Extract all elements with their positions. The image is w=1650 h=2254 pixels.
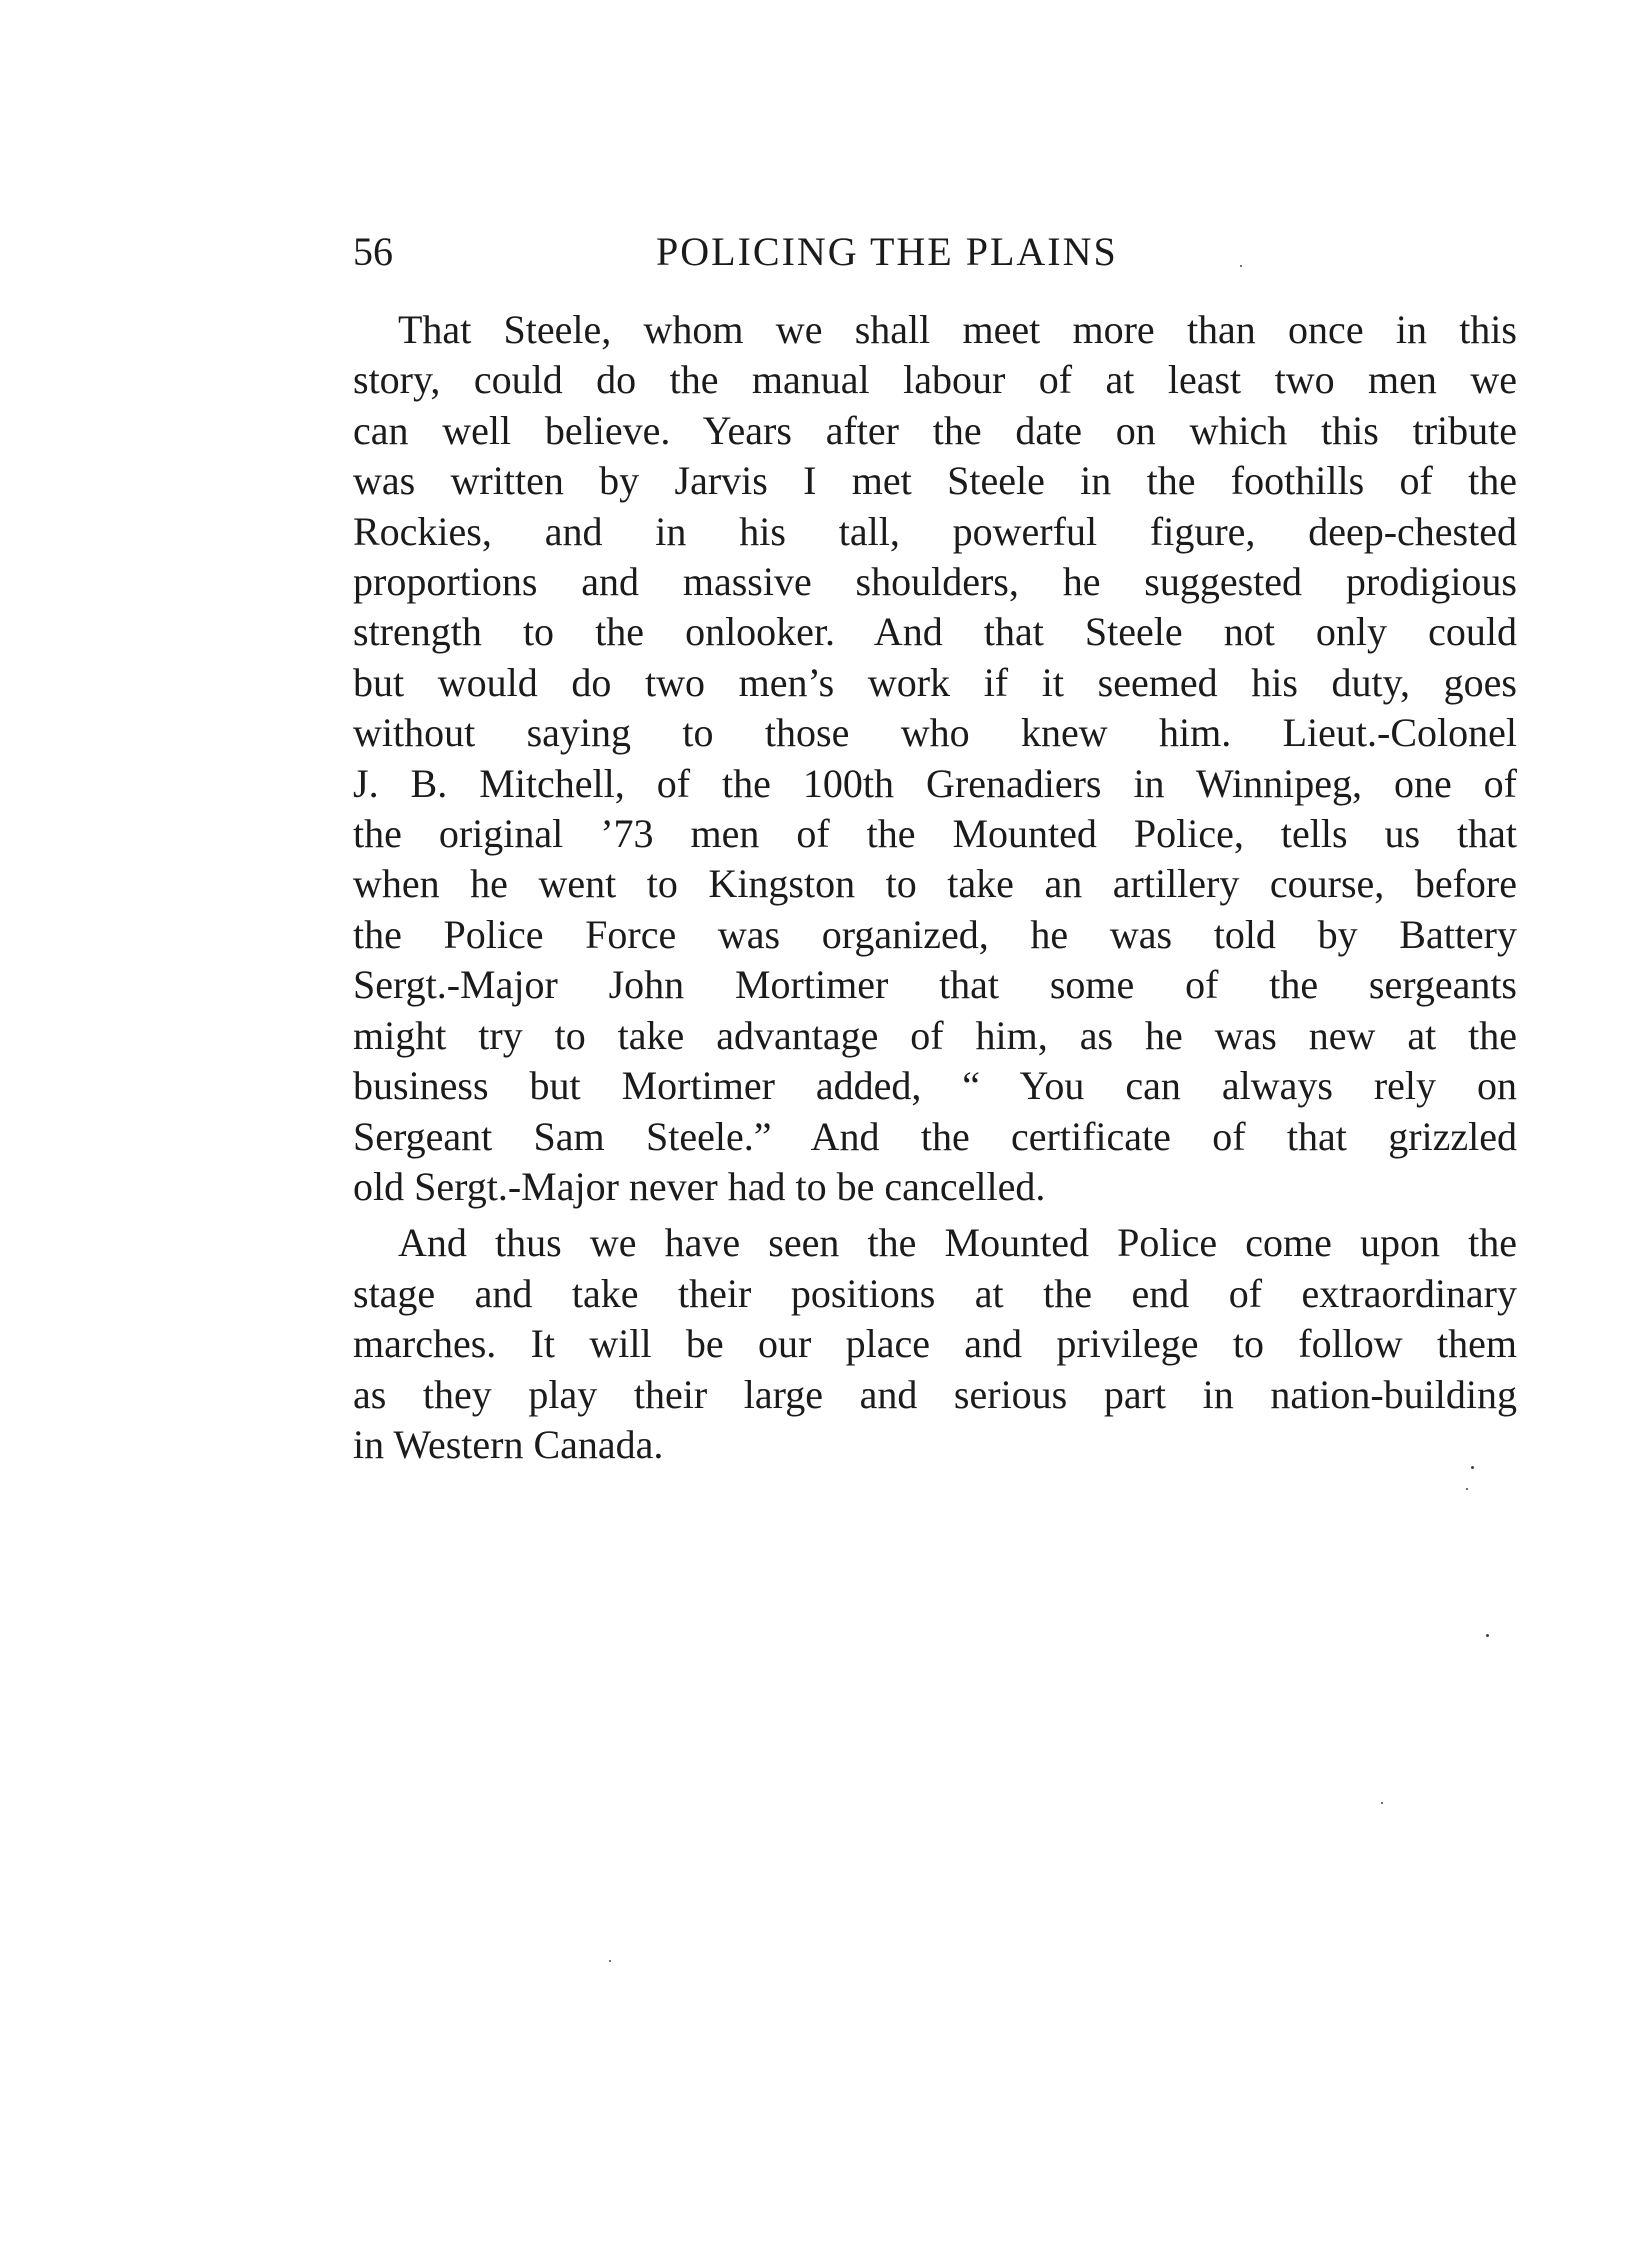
paper-speck <box>1486 1634 1489 1637</box>
text-line: That Steele, whom we shall meet more than once in this <box>398 307 1517 352</box>
text-line: might try to take advantage of him, as he was new at the <box>353 1012 1517 1058</box>
text-line: And thus we have seen the Mounted Police come upon the <box>398 1220 1517 1266</box>
text-line: was written by Jarvis I met Steele in the foothills of the <box>353 458 1517 504</box>
paper-speck <box>1466 1488 1468 1490</box>
running-title: POLICING THE PLAINS <box>656 229 1118 274</box>
text-line: as they play their large and serious part in nation-building <box>353 1371 1517 1417</box>
text-line: J. B. Mitchell, of the 100th Grenadiers in Winnipeg, one of <box>353 760 1517 806</box>
text-line: when he went to Kingston to take an artillery course, before <box>353 861 1517 907</box>
paper-speck <box>1471 1466 1474 1469</box>
text-line: business but Mortimer added, “ You can always rely on <box>353 1063 1517 1109</box>
paper-speck <box>1381 1802 1383 1804</box>
text-line: marches. It will be our place and privilege to follow them <box>353 1321 1517 1367</box>
text-line: in Western Canada. <box>353 1421 664 1467</box>
paper-speck <box>609 1960 611 1962</box>
text-line: Rockies, and in his tall, powerful figure, deep-chested <box>353 508 1517 554</box>
text-line: strength to the onlooker. And that Steele not only could <box>353 609 1517 655</box>
page-number: 56 <box>353 229 393 274</box>
paragraph-2 <box>353 1218 1517 1470</box>
text-line: Sergeant Sam Steele.” And the certificate of that grizzled <box>353 1113 1517 1159</box>
text-line: without saying to those who knew him. Lieut.-Colonel <box>353 710 1517 756</box>
text-line: Sergt.-Major John Mortimer that some of the sergeants <box>353 962 1517 1008</box>
body-text <box>353 305 1517 1470</box>
running-header <box>353 222 1530 282</box>
paragraph-1 <box>353 305 1517 1212</box>
text-line: can well believe. Years after the date on which this tribute <box>353 407 1517 453</box>
text-line: the original ’73 men of the Mounted Police, tells us that <box>353 811 1517 857</box>
text-line: proportions and massive shoulders, he suggested prodigious <box>353 559 1517 605</box>
text-line: story, could do the manual labour of at least two men we <box>353 357 1517 403</box>
text-line: the Police Force was organized, he was told by Battery <box>353 911 1517 957</box>
text-line: old Sergt.-Major never had to be cancelled. <box>353 1163 1046 1209</box>
text-line: but would do two men’s work if it seemed his duty, goes <box>353 659 1517 705</box>
text-line: stage and take their positions at the end of extraordinary <box>353 1270 1517 1316</box>
paper-speck <box>1240 265 1242 267</box>
